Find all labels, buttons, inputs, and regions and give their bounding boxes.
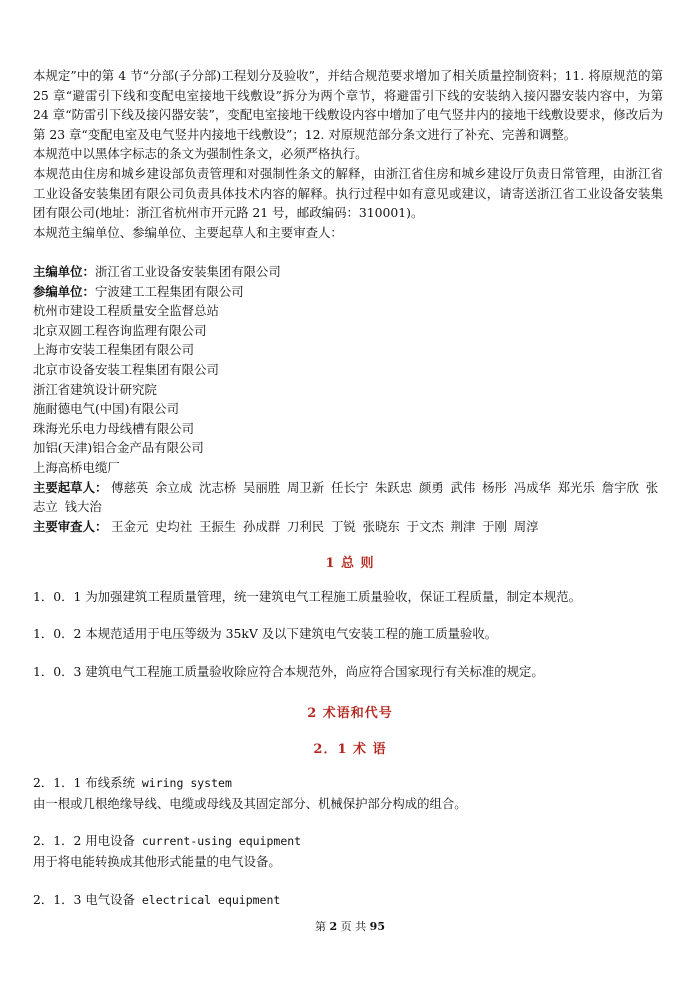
participating-unit: 施耐德电气(中国)有限公司 bbox=[33, 401, 179, 417]
drafters-line bbox=[33, 478, 663, 517]
participating-unit: 珠海光乐电力母线槽有限公司 bbox=[33, 420, 195, 436]
participating-unit: 浙江省建筑设计研究院 bbox=[33, 381, 157, 397]
participating-unit: 北京双圆工程咨询监理有限公司 bbox=[33, 322, 207, 338]
drafter-name: 周卫新 bbox=[287, 479, 325, 495]
drafter-name: 杨彤 bbox=[482, 479, 507, 495]
footer-page-number: 2 bbox=[329, 920, 338, 933]
term-number: 2．1．3 电气设备 bbox=[33, 892, 135, 907]
chapter-1-title: 1 总 则 bbox=[325, 556, 375, 571]
reviewer-name: 于文杰 bbox=[406, 518, 444, 534]
drafters-label: 主要起草人： bbox=[33, 479, 108, 495]
reviewer-name: 王振生 bbox=[199, 518, 237, 534]
drafter-name: 颜勇 bbox=[418, 479, 444, 495]
term-heading bbox=[33, 773, 663, 794]
participating-unit-first: 宁波建工工程集团有限公司 bbox=[94, 283, 244, 299]
footer-middle: 页 共 bbox=[337, 920, 370, 933]
footer-total-pages: 95 bbox=[369, 920, 385, 933]
preface-paragraph-changes: 本规定”中的第 4 节“分部(子分部)工程划分及验收”，并结合规范要求增加了相关质量控制资料；11. 将原规范的第 25 章“避雷引下线和变配电室接地干线敷设”拆分为两个章节，将避雷引下线的安装纳入接闪器安装内容中，为第 24 章“防雷引下线及接闪器安装”，变配电室接地干线敷设内容中增加了电气竖井内的接地干线敷设要求，修改后为第 23 章“变配电室及电气竖井内接地干线敷设”；12. 对原规范部分条文进行了补充、完善和调整。 bbox=[33, 68, 663, 142]
drafter-name: 朱跃忠 bbox=[374, 479, 413, 495]
term-heading bbox=[33, 890, 663, 911]
drafter-name: 武伟 bbox=[450, 479, 476, 495]
drafter-name: 郑光乐 bbox=[557, 479, 595, 495]
term-number: 2．1．1 布线系统 bbox=[33, 775, 135, 790]
participating-unit: 加铝(天津)铝合金产品有限公司 bbox=[33, 440, 204, 456]
preface-paragraph-units-intro: 本规范主编单位、参编单位、主要起草人和主要审查人： bbox=[33, 224, 343, 240]
term-2-1-1 bbox=[33, 773, 663, 813]
drafter-name: 余立成 bbox=[155, 479, 193, 495]
reviewer-name: 孙成群 bbox=[243, 518, 281, 534]
reviewer-name: 史均社 bbox=[155, 518, 193, 534]
participating-unit: 杭州市建设工程质量安全监督总站 bbox=[33, 303, 219, 319]
term-number: 2．1．2 用电设备 bbox=[33, 833, 135, 848]
preface-paragraph-mandatory: 本规范中以黑体字标志的条文为强制性条文，必须严格执行。 bbox=[33, 146, 368, 162]
footer-prefix: 第 bbox=[315, 920, 330, 933]
chief-unit-value: 浙江省工业设备安装集团有限公司 bbox=[94, 264, 281, 279]
chapter-2-title: 2 术语和代号 bbox=[307, 706, 393, 721]
preface-text bbox=[33, 66, 663, 242]
reviewer-name: 丁锐 bbox=[330, 518, 356, 534]
preface-paragraph-management: 本规范由住房和城乡建设部负责管理和对强制性条文的解释，由浙江省住房和城乡建设厅负责日常管理，由浙江省工业设备安装集团有限公司负责具体技术内容的解释。执行过程中如有意见或建议，请寄送浙江省工业设备安装集团有限公司(地址：浙江省杭州市开元路 21 号，邮政编码：310001)。 bbox=[33, 165, 663, 221]
page-footer bbox=[0, 918, 700, 934]
drafter-name: 张志立 bbox=[33, 479, 659, 515]
reviewer-name: 王金元 bbox=[111, 518, 149, 534]
drafter-name: 任长宁 bbox=[330, 479, 369, 495]
term-english: electrical equipment bbox=[134, 893, 281, 907]
drafter-name: 吴丽胜 bbox=[243, 479, 281, 495]
participating-unit-line bbox=[33, 282, 663, 302]
drafter-name: 傅慈英 bbox=[111, 479, 149, 495]
term-definition: 由一根或几根绝缘导线、电缆或母线及其固定部分、机械保护部分构成的组合。 bbox=[33, 795, 467, 811]
reviewers-line bbox=[33, 517, 663, 537]
reviewer-name: 荆津 bbox=[450, 518, 476, 534]
clause-1-0-2: 1．0．2 本规范适用于电压等级为 35kV 及以下建筑电气安装工程的施工质量验收。 bbox=[33, 626, 498, 641]
term-english: current-using equipment bbox=[134, 834, 302, 848]
drafter-name: 沈志桥 bbox=[199, 479, 237, 495]
participating-unit-label: 参编单位： bbox=[33, 283, 95, 299]
clause-1-0-1: 1．0．1 为加强建筑工程质量管理，统一建筑电气工程施工质量验收，保证工程质量，制定本规范。 bbox=[33, 589, 581, 604]
chief-unit-line bbox=[33, 262, 663, 282]
clause-1-0-3: 1．0．3 建筑电气工程施工质量验收除应符合本规范外，尚应符合国家现行有关标准的规定。 bbox=[33, 664, 544, 679]
drafter-name: 詹宇欣 bbox=[601, 479, 639, 495]
term-english: wiring system bbox=[134, 776, 232, 790]
participating-unit: 北京市设备安装工程集团有限公司 bbox=[33, 361, 219, 377]
term-definition: 用于将电能转换成其他形式能量的电气设备。 bbox=[33, 853, 281, 869]
units-and-people bbox=[33, 262, 663, 536]
drafter-name: 冯成华 bbox=[513, 479, 551, 495]
reviewer-name: 刀利民 bbox=[287, 518, 325, 534]
section-2-1-title: 2．1 术 语 bbox=[313, 742, 387, 757]
reviewers-label: 主要审查人： bbox=[33, 518, 108, 534]
participating-unit: 上海高桥电缆厂 bbox=[33, 459, 120, 475]
chief-unit-label: 主编单位： bbox=[33, 264, 95, 279]
drafter-name: 钱大治 bbox=[64, 499, 102, 515]
reviewer-name: 张晓东 bbox=[362, 518, 400, 534]
participating-unit: 上海市安装工程集团有限公司 bbox=[33, 342, 195, 358]
reviewer-name: 周淳 bbox=[513, 518, 539, 534]
term-2-1-2 bbox=[33, 831, 663, 871]
term-heading bbox=[33, 831, 663, 852]
term-2-1-3 bbox=[33, 890, 663, 911]
reviewer-name: 于刚 bbox=[482, 518, 507, 534]
